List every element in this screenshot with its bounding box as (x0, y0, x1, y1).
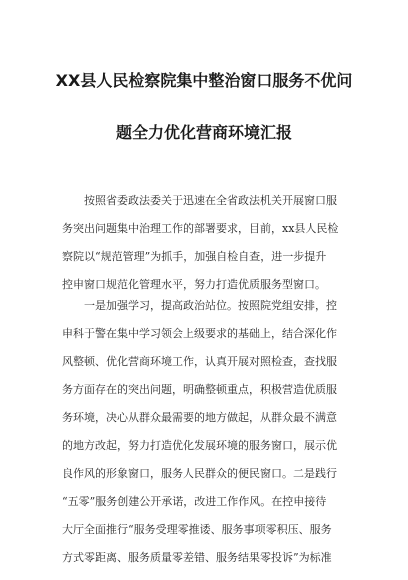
paragraph-line: 务方面存在的突出问题，明确整顿重点，积极营造优质服 (62, 383, 337, 396)
paragraph-line: 方式零距离、服务质量零差错、服务结果零投诉”为标准 (62, 551, 332, 564)
paragraph-line: 一是加强学习，提高政治站位。按照院党组安排，控 (84, 299, 337, 312)
paragraph-line: 大厅全面推行“服务受理零推诿、服务事项零积压、服务 (62, 523, 332, 536)
paragraph-line: 务环境，决心从群众最需要的地方做起，从群众最不满意 (62, 411, 337, 424)
paragraph-line: 控申窗口规范化管理水平，努力打造优质服务型窗口。 (62, 278, 326, 291)
paragraph-line: 的地方改起，努力打造优化发展环境的服务窗口，展示优 (62, 439, 337, 452)
paragraph-line: 按照省委政法委关于迅速在全省政法机关开展窗口服 (84, 194, 337, 207)
paragraph-1 (62, 187, 362, 299)
paragraph-line: 申科于警在集中学习领会上级要求的基础上，结合深化作 (62, 327, 337, 340)
document-title-line-1: XX县人民检察院集中整治窗口服务不优问 (55, 71, 353, 90)
document-title-line-2: 题全力优化营商环境汇报 (115, 123, 292, 142)
paragraph-line: 务突出问题集中治理工作的部署要求，目前，xx县人民检 (62, 222, 339, 235)
paragraph-line: 良作风的形象窗口，服务人民群众的便民窗口。二是践行 (62, 467, 337, 480)
paragraph-line: “五零”服务创建公开承诺，改进工作作风。在控申接待 (62, 495, 327, 508)
paragraph-line: 察院以“规范管理”为抓手，加强自检自查，进一步提升 (62, 250, 327, 263)
paragraph-2 (62, 292, 362, 572)
paragraph-line: 风整顿、优化营商环境工作，认真开展对照检查，查找服 (62, 355, 337, 368)
